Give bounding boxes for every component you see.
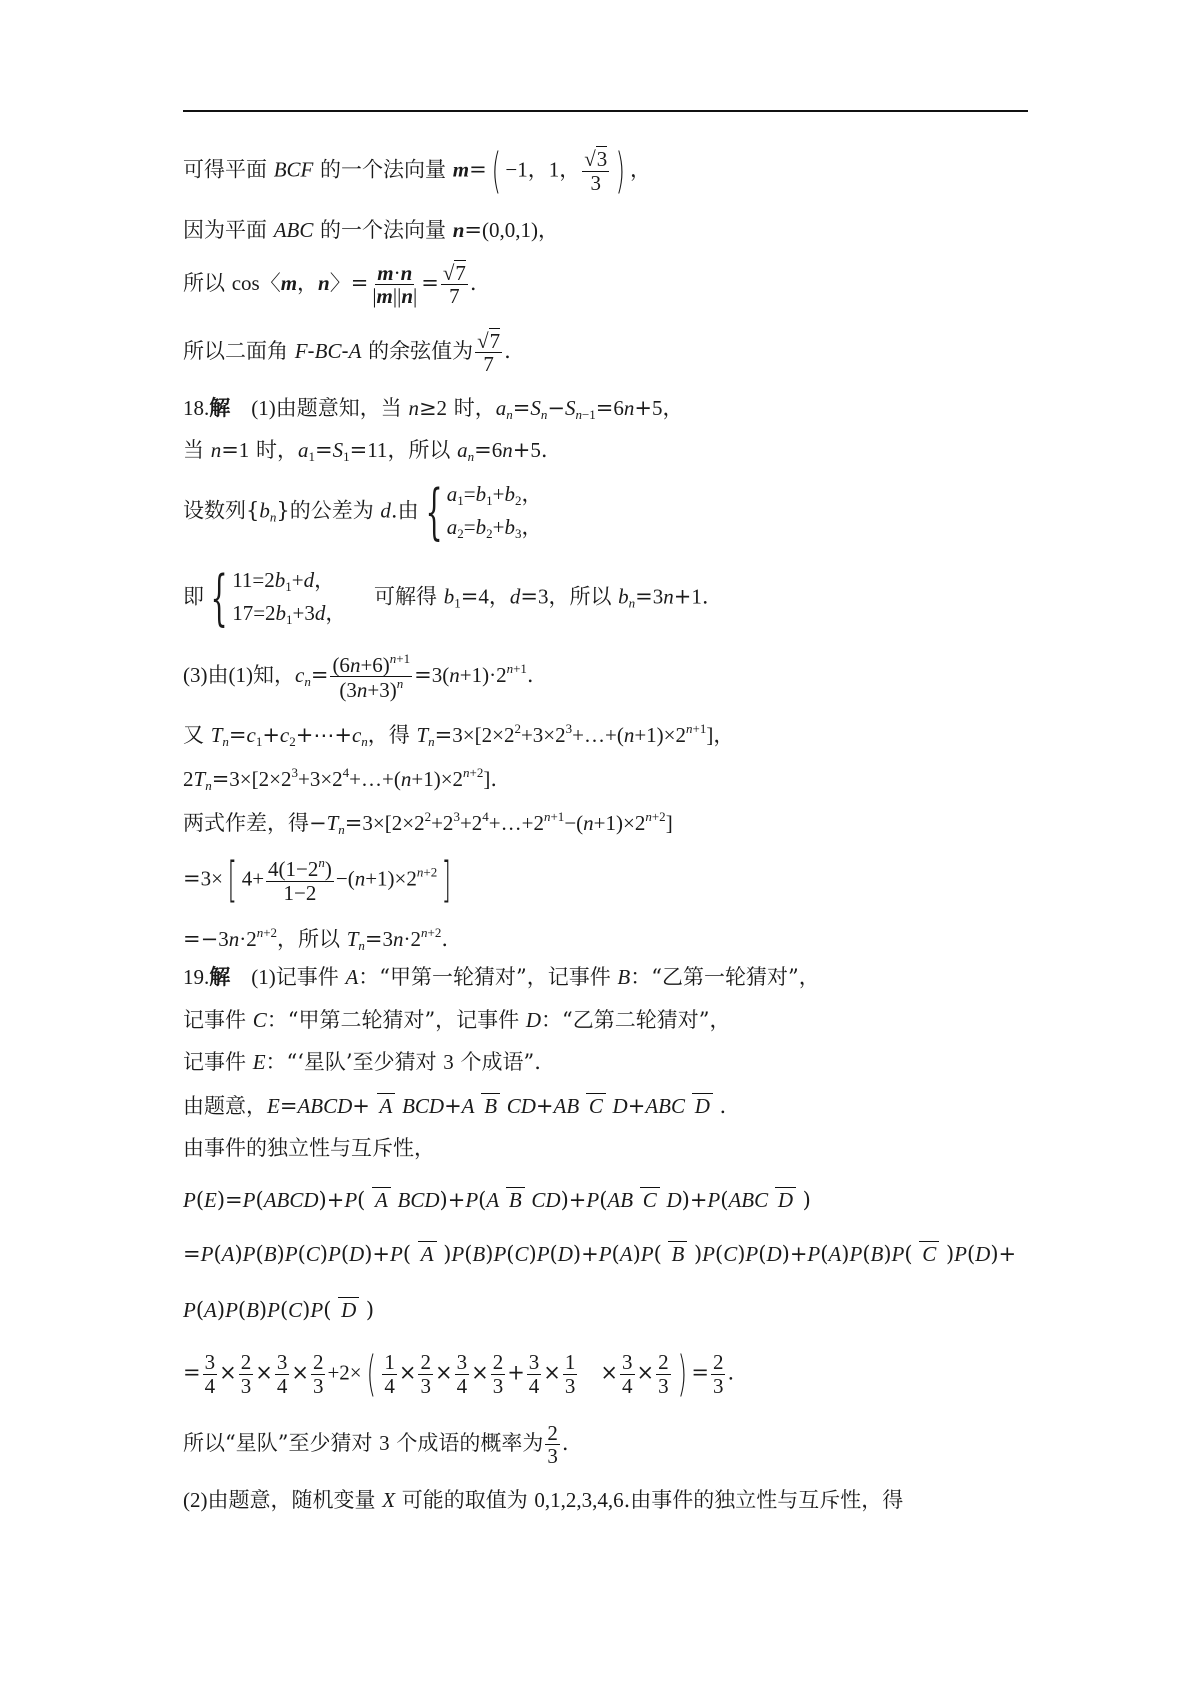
line-geometric-sum: =3×[ 4+ $\frac{4(1-2^n)}{1-2}$ $-(n+1)\times 2^{n+2}$]: [183, 852, 452, 908]
line-q18-part1: 18.解 (1)由题意知，当 n≥2 时，$a_n=S_n-S_{n-1}=6n+5$，: [183, 395, 684, 422]
line-pe-sum: P(E)=P(ABCD)+P( A BCD)+P(A B CD)+P(AB C D)+P(ABC D ): [183, 1188, 811, 1212]
line-probability-result: 所以“星队”至少猜对 3 个成语的概率为 $\frac{2}{3}$ .: [183, 1421, 569, 1469]
line-pe-expansion: =P(A)P(B)P(C)P(D)+P( A )P(B)P(C)P(D)+P(A)P( B )P(C)P(D)+P(A)P(B)P( C )P(D)+: [183, 1242, 1017, 1266]
line-event-e: 记事件 E：“‘星队’至少猜对 3 个成语”.: [183, 1050, 541, 1074]
line-cn-formula: (3)由(1)知，$c_n=$ $\frac{(6n+6)^{n+1}}{(3n+3)^n}$ $=3(n+1)\cdot 2^{n+1}$.: [183, 651, 534, 703]
line-bn-system: 设数列$\{b_n\}$的公差为 d.由 { $a_1=b_1+b_2$， $a_2=b_2+b_3$，: [183, 477, 543, 547]
line-events-cd: 记事件 C：“甲第二轮猜对”，记事件 D：“乙第二轮猜对”，: [183, 1008, 731, 1032]
header-rule: [183, 110, 1028, 112]
line-cos-mn: 所以 cos〈m，n〉= $\frac{m\cdot n}{|m||n|}$ = $\frac{√7}{7}$ .: [183, 261, 477, 309]
line-2tn: $2T_n=3\times[2\times 2^3+3\times 2^4+\dots+(n+1)\times 2^{n+2}]$.: [183, 765, 498, 793]
line-pe-expansion-cont: P(A)P(B)P(C)P( D ): [183, 1298, 375, 1322]
line-difference: 两式作差，得$-T_n=3\times[2\times 2^2+2^3+2^4+\dots+2^{n+1}-(n+1)\times 2^{n+2}]$: [183, 809, 673, 837]
line-q19-events-ab: 19.解 (1)记事件 A：“甲第一轮猜对”，记事件 B：“乙第一轮猜对”，: [183, 964, 820, 989]
line-part2-x-values: (2)由题意，随机变量 X 可能的取值为 0,1,2,3,4,6.由事件的独立性与互斥性，得: [183, 1488, 904, 1512]
line-e-decomposition: 由题意，E=ABCD+ A BCD+A B CD+AB C D+ABC D .: [183, 1094, 727, 1118]
line-tn-result: $=-3n\cdot 2^{n+2}$，所以 $T_n=3n\cdot 2^{n+2}$.: [183, 925, 449, 953]
line-bn-solution: 即 { $11=2b_1+d$， $17=2b_1+3d$， 可解得 $b_1=4$，d=3，所以 $b_n=3n+1$.: [183, 563, 709, 633]
line-normal-vector-m: 可得平面 BCF 的一个法向量 m=( −1，1， $\frac{√3}{3}$ ) ，: [183, 143, 652, 199]
line-an-formula: 当 n=1 时，$a_1=S_1=11$，所以 $a_n=6n+5$.: [183, 438, 548, 464]
line-tn-sum: 又 $T_n=c_1+c_2+\cdots+c_n$，得 $T_n=3\times[2\times 2^2+3\times 2^3+\dots+(n+1)\times 2^{n+1}]$，: [183, 721, 735, 749]
line-normal-vector-n: 因为平面 ABC 的一个法向量 n=(0,0,1)，: [183, 218, 560, 242]
line-dihedral-cos: 所以二面角 F-BC-A 的余弦值为 $\frac{√7}{7}$ .: [183, 329, 511, 377]
line-pe-value: = $\frac{3}{4}$ × $\frac{2}{3}$ × $\frac{3}{4}$ × $\frac{2}{3}$ +2×( $\frac{1}{4}$ × $\frac{2}{3}$ × $\frac{3}{4}$ × $\frac{2}{3}$ + $\frac{3}{4}$ × $\frac{1}{3}$ × $\frac{3}{4}$ × $\frac{2}{3}$ ) = $\frac{2}{3}$ .: [183, 1346, 735, 1402]
line-independence: 由事件的独立性与互斥性，: [183, 1136, 435, 1160]
